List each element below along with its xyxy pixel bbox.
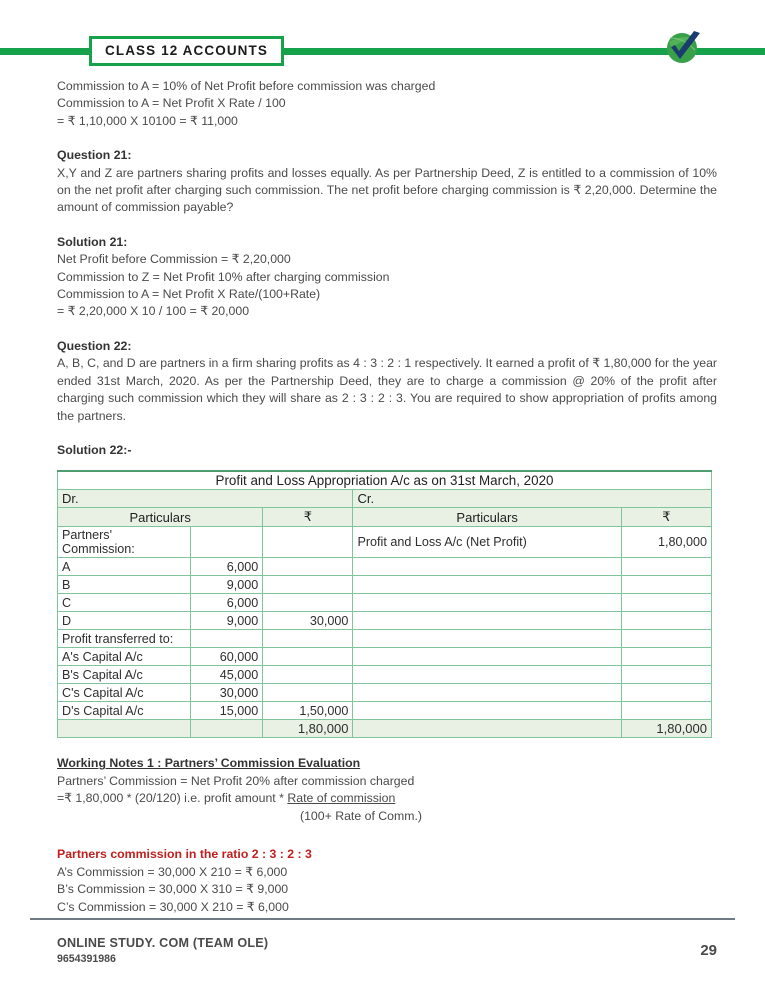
row-left-label: C (58, 594, 191, 612)
col-amount-right: ₹ (621, 508, 711, 527)
footer-phone-number: 9654391986 (57, 953, 116, 965)
ratio-line-c: C’s Commission = 30,000 X 210 = ₹ 6,000 (57, 899, 289, 914)
row-right-amount (621, 666, 711, 684)
table-row (58, 594, 712, 612)
col-amount-left: ₹ (263, 508, 353, 527)
table-row (58, 666, 712, 684)
row-left-sub: 15,000 (191, 702, 263, 720)
solution-21-line-3: Commission to A = Net Profit X Rate/(100+Rate) (57, 287, 321, 302)
footer-site-name: ONLINE STUDY. COM (TEAM OLE) (57, 936, 269, 950)
row-left-amount (263, 558, 353, 576)
col-particulars-right: Particulars (353, 508, 621, 527)
row-left-amount (263, 666, 353, 684)
ratio-line-a: A’s Commission = 30,000 X 210 = ₹ 6,000 (57, 864, 288, 879)
row-left-sub: 6,000 (191, 558, 263, 576)
solution-21-heading: Solution 21: (57, 234, 128, 249)
row-left-amount: 1,50,000 (263, 702, 353, 720)
row-right-amount (621, 594, 711, 612)
row-left-label: A (58, 558, 191, 576)
intro-line-3: = ₹ 1,10,000 X 10100 = ₹ 11,000 (57, 113, 238, 128)
row-right-label (353, 648, 621, 666)
row-left-amount (263, 648, 353, 666)
ratio-heading: Partners commission in the ratio 2 : 3 : 2 : 3 (57, 847, 312, 862)
class-badge: CLASS 12 ACCOUNTS (89, 36, 284, 66)
row-left-label: D (58, 612, 191, 630)
appropriation-table-wrap (0, 470, 765, 738)
row-right-amount (621, 576, 711, 594)
fraction-denominator: (100+ Rate of Comm.) (300, 808, 422, 823)
table-row (58, 648, 712, 666)
working-notes-line-1: Partners’ Commission = Net Profit 20% after commission charged (57, 773, 415, 788)
row-right-label (353, 666, 621, 684)
footer-divider (30, 918, 735, 920)
working-notes-line-2 (57, 790, 717, 807)
total-left-label (58, 720, 191, 738)
table-row (58, 630, 712, 648)
question-22-body: A, B, C, and D are partners in a firm sharing profits as 4 : 3 : 2 : 1 respectively. It earned a profit of ₹ 1,80,000 for the year ended 31st March, 2020. As per the Partnership Deed, they are to charge a commission @ 20% of the profit after charging such commission which they will share as 2 : 3 : 2 : 3. You are required to show appropriation of profits among the partners. (57, 356, 717, 423)
intro-line-2: Commission to A = Net Profit X Rate / 100 (57, 96, 286, 111)
page-header (0, 0, 765, 78)
intro-line-1: Commission to A = 10% of Net Profit before commission was charged (57, 79, 436, 93)
row-right-label (353, 684, 621, 702)
working-notes-line-2-prefix: =₹ 1,80,000 * (20/120) i.e. profit amount * (57, 791, 288, 806)
row-left-amount (263, 594, 353, 612)
row-left-amount (263, 576, 353, 594)
table-row (58, 684, 712, 702)
page-number: 29 (700, 942, 717, 959)
row-left-sub: 60,000 (191, 648, 263, 666)
row-right-label (353, 576, 621, 594)
total-right-label (353, 720, 621, 738)
table-row (58, 527, 712, 558)
row-right-label (353, 630, 621, 648)
row-left-amount (263, 684, 353, 702)
cr-label: Cr. (353, 490, 712, 508)
row-right-amount (621, 630, 711, 648)
row-left-sub (191, 527, 263, 558)
row-left-label: D's Capital A/c (58, 702, 191, 720)
profit-loss-appropriation-table (57, 470, 712, 738)
row-right-amount (621, 612, 711, 630)
question-21-body: X,Y and Z are partners sharing profits and losses equally. As per Partnership Deed, Z is entitled to a commission of 10% on the net profit after charging such commission. The net profit before charging commission is ₹ 2,20,000. Determine the amount of commission payable? (57, 165, 717, 215)
table-column-header-row (58, 508, 712, 527)
solution-21-line-1: Net Profit before Commission = ₹ 2,20,000 (57, 252, 291, 267)
row-right-amount (621, 648, 711, 666)
solution-22-heading: Solution 22:- (57, 442, 132, 457)
solution-21-line-4: = ₹ 2,20,000 X 10 / 100 = ₹ 20,000 (57, 304, 250, 319)
total-right-amount: 1,80,000 (621, 720, 711, 738)
table-drcr-row (58, 490, 712, 508)
table-row (58, 576, 712, 594)
row-left-label: C's Capital A/c (58, 684, 191, 702)
row-right-label: Profit and Loss A/c (Net Profit) (353, 527, 621, 558)
table-total-row (58, 720, 712, 738)
working-notes-heading: Working Notes 1 : Partners’ Commission Evaluation (57, 756, 361, 771)
row-left-sub: 9,000 (191, 612, 263, 630)
total-left-amount: 1,80,000 (263, 720, 353, 738)
row-right-amount (621, 684, 711, 702)
row-left-sub: 6,000 (191, 594, 263, 612)
check-leaf-logo (662, 26, 706, 70)
row-right-amount (621, 702, 711, 720)
table-row (58, 558, 712, 576)
col-particulars-left: Particulars (58, 508, 263, 527)
row-left-amount (263, 527, 353, 558)
dr-label: Dr. (58, 490, 353, 508)
document-body (0, 78, 765, 470)
row-right-amount: 1,80,000 (621, 527, 711, 558)
row-left-amount (263, 630, 353, 648)
row-left-sub: 45,000 (191, 666, 263, 684)
row-right-label (353, 594, 621, 612)
question-21-heading: Question 21: (57, 148, 132, 163)
table-row (58, 702, 712, 720)
ratio-line-b: B’s Commission = 30,000 X 310 = ₹ 9,000 (57, 882, 289, 897)
row-left-amount: 30,000 (263, 612, 353, 630)
table-title-row (58, 471, 712, 490)
table-title: Profit and Loss Appropriation A/c as on 31st March, 2020 (58, 471, 712, 490)
question-22-heading: Question 22: (57, 338, 132, 353)
total-left-sub (191, 720, 263, 738)
fraction-numerator: Rate of commission (287, 791, 396, 806)
row-left-label: A's Capital A/c (58, 648, 191, 666)
row-left-sub (191, 630, 263, 648)
row-right-amount (621, 558, 711, 576)
row-left-sub: 30,000 (191, 684, 263, 702)
row-left-label: B's Capital A/c (58, 666, 191, 684)
row-left-sub: 9,000 (191, 576, 263, 594)
page-footer (0, 918, 765, 990)
row-right-label (353, 702, 621, 720)
row-left-label: Profit transferred to: (58, 630, 191, 648)
row-right-label (353, 558, 621, 576)
row-right-label (353, 612, 621, 630)
solution-21-line-2: Commission to Z = Net Profit 10% after charging commission (57, 269, 390, 284)
table-row (58, 612, 712, 630)
working-notes-line-3 (57, 808, 717, 825)
row-left-label: Partners' Commission: (58, 527, 191, 558)
row-left-label: B (58, 576, 191, 594)
working-notes-section (0, 738, 765, 916)
